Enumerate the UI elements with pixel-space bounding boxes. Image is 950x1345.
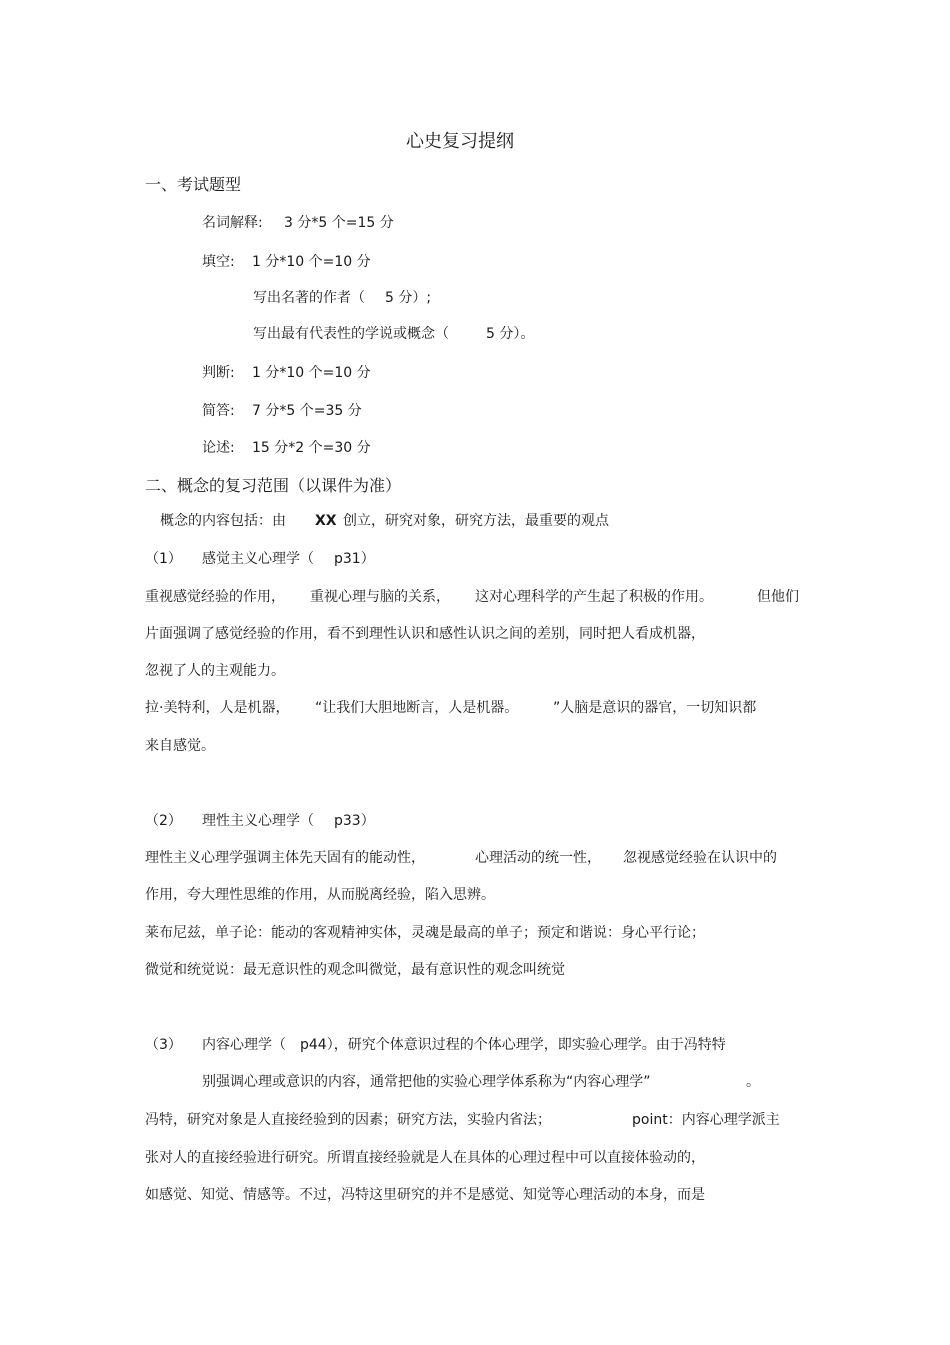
paragraph-line: “让我们大胆地断言，人是机器。 [315, 700, 519, 716]
exam-item-label: 论述: [202, 440, 235, 456]
paragraph-line: 作用，夸大理性思维的作用，从而脱离经验，陷入思辨。 [145, 887, 495, 903]
exam-item-label: 名词解释: [202, 215, 263, 231]
document-title: 心史复习提纲 [406, 131, 514, 152]
exam-subitem: 写出最有代表性的学说或概念（ [253, 326, 449, 342]
item-title: 感觉主义心理学（ [202, 551, 314, 567]
paragraph-line: 张对人的直接经验进行研究。所谓直接经验就是人在具体的心理过程中可以直接体验动的， [145, 1150, 705, 1166]
paragraph-line: 这对心理科学的产生起了积极的作用。 [475, 589, 713, 605]
exam-subitem-points: 5 分）; [385, 290, 432, 306]
item-page-ref: p33） [334, 813, 375, 829]
paragraph-line: 别强调心理或意识的内容，通常把他的实验心理学体系称为“内容心理学” [202, 1074, 651, 1090]
paragraph-line: 但他们 [757, 589, 799, 605]
exam-item-value: 15 分*2 个=30 分 [252, 440, 371, 456]
section-heading-concepts: 二、概念的复习范围（以课件为准） [145, 476, 402, 495]
item-number: （2） [145, 813, 182, 829]
item-number: （3） [145, 1037, 182, 1053]
exam-item-value: 1 分*10 个=10 分 [252, 365, 371, 381]
exam-item-value: 3 分*5 个=15 分 [284, 215, 394, 231]
exam-item-value: 7 分*5 个=35 分 [252, 403, 362, 419]
exam-item-label: 简答: [202, 403, 235, 419]
item-title: 内容心理学（ [202, 1037, 286, 1053]
exam-subitem-points: 5 分）。 [486, 326, 535, 342]
exam-subitem: 写出名著的作者（ [253, 290, 365, 306]
paragraph-line: 重视心理与脑的关系， [310, 589, 450, 605]
section-heading-exam-types: 一、考试题型 [145, 175, 242, 194]
paragraph-line: 重视感觉经验的作用， [145, 589, 285, 605]
paragraph-line: 片面强调了感觉经验的作用，看不到理性认识和感性认识之间的差别，同时把人看成机器， [145, 626, 705, 642]
paragraph-line: 。 [746, 1074, 760, 1090]
paragraph-line: 心理活动的统一性， [475, 850, 601, 866]
paragraph-line: 莱布尼兹，单子论：能动的客观精神实体，灵魂是最高的单子；预定和谐说：身心平行论； [145, 925, 705, 941]
concepts-intro-placeholder: XX [315, 513, 337, 529]
paragraph-line: point：内容心理学派主 [632, 1112, 780, 1128]
exam-item-value: 1 分*10 个=10 分 [252, 254, 371, 270]
item-title: 理性主义心理学（ [202, 813, 314, 829]
paragraph-line: 来自感觉。 [145, 738, 215, 754]
paragraph-line: 冯特，研究对象是人直接经验到的因素；研究方法，实验内省法； [145, 1112, 551, 1128]
concepts-intro: 创立，研究对象，研究方法，最重要的观点 [343, 513, 609, 529]
item-page-ref: p44），研究个体意识过程的个体心理学，即实验心理学。由于冯特特 [300, 1037, 726, 1053]
paragraph-line: 理性主义心理学强调主体先天固有的能动性， [145, 850, 425, 866]
paragraph-line: 忽视了人的主观能力。 [145, 663, 285, 679]
paragraph-line: 如感觉、知觉、情感等。不过，冯特这里研究的并不是感觉、知觉等心理活动的本身，而是 [145, 1187, 705, 1203]
exam-item-label: 判断: [202, 365, 235, 381]
paragraph-line: 忽视感觉经验在认识中的 [623, 850, 777, 866]
concepts-intro: 概念的内容包括：由 [160, 513, 286, 529]
item-number: （1） [145, 551, 182, 567]
paragraph-line: 微觉和统觉说：最无意识性的观念叫微觉，最有意识性的观念叫统觉 [145, 962, 565, 978]
item-page-ref: p31） [334, 551, 375, 567]
exam-item-label: 填空: [202, 254, 235, 270]
paragraph-line: 拉·美特利，人是机器， [145, 700, 290, 716]
paragraph-line: ”人脑是意识的器官，一切知识都 [553, 700, 757, 716]
